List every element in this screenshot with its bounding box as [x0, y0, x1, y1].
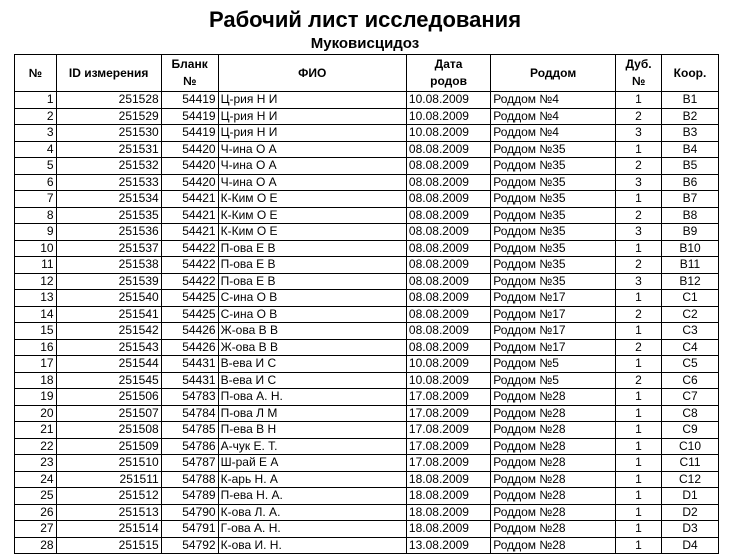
- cell-birth-date: 17.08.2009: [406, 438, 490, 455]
- cell-duplicate-number: 1: [616, 290, 662, 307]
- cell-roddom: Роддом №17: [491, 339, 616, 356]
- table-row: [15, 422, 719, 439]
- cell-num: 20: [15, 405, 57, 422]
- cell-roddom: Роддом №35: [491, 174, 616, 191]
- cell-blank-number: 54431: [161, 356, 218, 373]
- cell-coordinate: C2: [662, 306, 719, 323]
- cell-coordinate: D2: [662, 504, 719, 521]
- cell-roddom: Роддом №28: [491, 438, 616, 455]
- cell-measurement-id: 251507: [56, 405, 161, 422]
- header-blank-number: [161, 55, 218, 92]
- table-row: [15, 389, 719, 406]
- cell-measurement-id: 251535: [56, 207, 161, 224]
- cell-duplicate-number: 1: [616, 191, 662, 208]
- cell-measurement-id: 251513: [56, 504, 161, 521]
- cell-num: 10: [15, 240, 57, 257]
- cell-coordinate: C3: [662, 323, 719, 340]
- cell-roddom: Роддом №17: [491, 306, 616, 323]
- cell-blank-number: 54421: [161, 191, 218, 208]
- cell-roddom: Роддом №5: [491, 356, 616, 373]
- cell-num: 19: [15, 389, 57, 406]
- cell-fio: В-ева И С: [218, 356, 406, 373]
- cell-birth-date: 08.08.2009: [406, 323, 490, 340]
- table-row: [15, 504, 719, 521]
- cell-measurement-id: 251538: [56, 257, 161, 274]
- cell-duplicate-number: 1: [616, 438, 662, 455]
- cell-measurement-id: 251536: [56, 224, 161, 241]
- cell-roddom: Роддом №28: [491, 389, 616, 406]
- cell-blank-number: 54790: [161, 504, 218, 521]
- cell-roddom: Роддом №17: [491, 323, 616, 340]
- cell-measurement-id: 251514: [56, 521, 161, 538]
- cell-blank-number: 54784: [161, 405, 218, 422]
- cell-num: 4: [15, 141, 57, 158]
- cell-measurement-id: 251541: [56, 306, 161, 323]
- table-body: [15, 92, 719, 554]
- cell-coordinate: D4: [662, 537, 719, 554]
- header-date-line2: родов: [430, 74, 467, 88]
- cell-fio: Ч-ина О А: [218, 141, 406, 158]
- cell-fio: Ч-ина О А: [218, 158, 406, 175]
- cell-birth-date: 10.08.2009: [406, 92, 490, 109]
- cell-measurement-id: 251511: [56, 471, 161, 488]
- cell-roddom: Роддом №5: [491, 372, 616, 389]
- cell-birth-date: 17.08.2009: [406, 422, 490, 439]
- cell-coordinate: B7: [662, 191, 719, 208]
- cell-num: 11: [15, 257, 57, 274]
- cell-fio: А-чук Е. Т.: [218, 438, 406, 455]
- cell-fio: П-ова А. Н.: [218, 389, 406, 406]
- cell-coordinate: B11: [662, 257, 719, 274]
- cell-blank-number: 54426: [161, 323, 218, 340]
- cell-roddom: Роддом №28: [491, 405, 616, 422]
- cell-duplicate-number: 1: [616, 521, 662, 538]
- cell-roddom: Роддом №35: [491, 273, 616, 290]
- cell-measurement-id: 251542: [56, 323, 161, 340]
- cell-measurement-id: 251532: [56, 158, 161, 175]
- table-row: [15, 356, 719, 373]
- header-blank-line1: Бланк: [171, 57, 208, 71]
- cell-birth-date: 08.08.2009: [406, 174, 490, 191]
- cell-blank-number: 54422: [161, 240, 218, 257]
- cell-blank-number: 54419: [161, 92, 218, 109]
- cell-num: 22: [15, 438, 57, 455]
- cell-blank-number: 54420: [161, 174, 218, 191]
- cell-duplicate-number: 1: [616, 141, 662, 158]
- cell-measurement-id: 251539: [56, 273, 161, 290]
- cell-measurement-id: 251533: [56, 174, 161, 191]
- cell-blank-number: 54421: [161, 207, 218, 224]
- cell-fio: П-ова Е В: [218, 273, 406, 290]
- cell-num: 13: [15, 290, 57, 307]
- cell-fio: П-ова Е В: [218, 240, 406, 257]
- cell-duplicate-number: 1: [616, 471, 662, 488]
- cell-birth-date: 10.08.2009: [406, 125, 490, 142]
- cell-duplicate-number: 1: [616, 92, 662, 109]
- cell-coordinate: B10: [662, 240, 719, 257]
- cell-blank-number: 54783: [161, 389, 218, 406]
- cell-roddom: Роддом №28: [491, 488, 616, 505]
- cell-num: 28: [15, 537, 57, 554]
- cell-coordinate: B12: [662, 273, 719, 290]
- header-date-line1: Дата: [434, 57, 463, 71]
- cell-coordinate: D1: [662, 488, 719, 505]
- cell-coordinate: C5: [662, 356, 719, 373]
- cell-roddom: Роддом №35: [491, 207, 616, 224]
- cell-roddom: Роддом №4: [491, 125, 616, 142]
- cell-birth-date: 18.08.2009: [406, 471, 490, 488]
- cell-duplicate-number: 1: [616, 422, 662, 439]
- cell-roddom: Роддом №35: [491, 191, 616, 208]
- cell-measurement-id: 251509: [56, 438, 161, 455]
- table-row: [15, 405, 719, 422]
- cell-fio: Г-ова А. Н.: [218, 521, 406, 538]
- table-row: [15, 455, 719, 472]
- cell-num: 27: [15, 521, 57, 538]
- cell-fio: П-ева Н. А.: [218, 488, 406, 505]
- cell-fio: Ц-рия Н И: [218, 108, 406, 125]
- cell-birth-date: 17.08.2009: [406, 389, 490, 406]
- cell-blank-number: 54791: [161, 521, 218, 538]
- cell-blank-number: 54426: [161, 339, 218, 356]
- cell-duplicate-number: 2: [616, 207, 662, 224]
- cell-blank-number: 54786: [161, 438, 218, 455]
- cell-roddom: Роддом №17: [491, 290, 616, 307]
- cell-num: 1: [15, 92, 57, 109]
- cell-duplicate-number: 1: [616, 356, 662, 373]
- cell-roddom: Роддом №35: [491, 158, 616, 175]
- header-roddom: Роддом: [491, 55, 616, 92]
- cell-blank-number: 54785: [161, 422, 218, 439]
- cell-fio: Ч-ина О А: [218, 174, 406, 191]
- cell-coordinate: C10: [662, 438, 719, 455]
- cell-measurement-id: 251531: [56, 141, 161, 158]
- cell-duplicate-number: 3: [616, 224, 662, 241]
- cell-birth-date: 08.08.2009: [406, 257, 490, 274]
- table-row: [15, 174, 719, 191]
- table-row: [15, 240, 719, 257]
- cell-birth-date: 08.08.2009: [406, 207, 490, 224]
- table-row: [15, 306, 719, 323]
- cell-coordinate: C11: [662, 455, 719, 472]
- cell-measurement-id: 251528: [56, 92, 161, 109]
- cell-coordinate: C4: [662, 339, 719, 356]
- cell-fio: П-ова Е В: [218, 257, 406, 274]
- table-row: [15, 471, 719, 488]
- cell-fio: С-ина О В: [218, 306, 406, 323]
- cell-birth-date: 18.08.2009: [406, 521, 490, 538]
- cell-measurement-id: 251545: [56, 372, 161, 389]
- cell-coordinate: B9: [662, 224, 719, 241]
- table-row: [15, 273, 719, 290]
- cell-measurement-id: 251510: [56, 455, 161, 472]
- cell-birth-date: 18.08.2009: [406, 488, 490, 505]
- cell-birth-date: 08.08.2009: [406, 240, 490, 257]
- cell-fio: П-ова Л М: [218, 405, 406, 422]
- cell-blank-number: 54431: [161, 372, 218, 389]
- cell-coordinate: B3: [662, 125, 719, 142]
- cell-blank-number: 54422: [161, 257, 218, 274]
- cell-duplicate-number: 2: [616, 339, 662, 356]
- cell-coordinate: B1: [662, 92, 719, 109]
- cell-duplicate-number: 3: [616, 174, 662, 191]
- cell-fio: С-ина О В: [218, 290, 406, 307]
- cell-roddom: Роддом №28: [491, 537, 616, 554]
- cell-num: 12: [15, 273, 57, 290]
- cell-duplicate-number: 1: [616, 389, 662, 406]
- cell-duplicate-number: 2: [616, 372, 662, 389]
- cell-roddom: Роддом №28: [491, 521, 616, 538]
- cell-roddom: Роддом №35: [491, 240, 616, 257]
- table-row: [15, 372, 719, 389]
- cell-birth-date: 08.08.2009: [406, 339, 490, 356]
- cell-duplicate-number: 1: [616, 240, 662, 257]
- cell-fio: К-Ким О Е: [218, 207, 406, 224]
- cell-duplicate-number: 3: [616, 273, 662, 290]
- cell-birth-date: 17.08.2009: [406, 405, 490, 422]
- cell-birth-date: 10.08.2009: [406, 108, 490, 125]
- cell-fio: К-Ким О Е: [218, 191, 406, 208]
- cell-num: 16: [15, 339, 57, 356]
- cell-coordinate: C1: [662, 290, 719, 307]
- cell-blank-number: 54421: [161, 224, 218, 241]
- cell-measurement-id: 251543: [56, 339, 161, 356]
- cell-num: 8: [15, 207, 57, 224]
- header-duplicate-number: [616, 55, 662, 92]
- cell-fio: Ц-рия Н И: [218, 92, 406, 109]
- cell-duplicate-number: 2: [616, 306, 662, 323]
- cell-coordinate: C9: [662, 422, 719, 439]
- cell-birth-date: 08.08.2009: [406, 290, 490, 307]
- cell-birth-date: 13.08.2009: [406, 537, 490, 554]
- cell-blank-number: 54425: [161, 290, 218, 307]
- cell-num: 2: [15, 108, 57, 125]
- cell-num: 18: [15, 372, 57, 389]
- cell-birth-date: 08.08.2009: [406, 191, 490, 208]
- table-row: [15, 207, 719, 224]
- cell-birth-date: 08.08.2009: [406, 141, 490, 158]
- cell-duplicate-number: 1: [616, 504, 662, 521]
- sheet-title: Рабочий лист исследования: [208, 7, 522, 32]
- cell-duplicate-number: 2: [616, 108, 662, 125]
- cell-roddom: Роддом №35: [491, 224, 616, 241]
- table-row: [15, 158, 719, 175]
- cell-duplicate-number: 3: [616, 125, 662, 142]
- cell-roddom: Роддом №35: [491, 141, 616, 158]
- cell-num: 23: [15, 455, 57, 472]
- cell-coordinate: B4: [662, 141, 719, 158]
- cell-coordinate: C8: [662, 405, 719, 422]
- table-row: [15, 537, 719, 554]
- cell-birth-date: 08.08.2009: [406, 224, 490, 241]
- table-row: [15, 224, 719, 241]
- cell-coordinate: C12: [662, 471, 719, 488]
- cell-roddom: Роддом №28: [491, 422, 616, 439]
- cell-coordinate: B2: [662, 108, 719, 125]
- cell-birth-date: 08.08.2009: [406, 273, 490, 290]
- cell-duplicate-number: 2: [616, 158, 662, 175]
- cell-fio: К-Ким О Е: [218, 224, 406, 241]
- cell-duplicate-number: 1: [616, 323, 662, 340]
- cell-duplicate-number: 1: [616, 488, 662, 505]
- table-row: [15, 125, 719, 142]
- cell-measurement-id: 251537: [56, 240, 161, 257]
- cell-num: 14: [15, 306, 57, 323]
- cell-measurement-id: 251529: [56, 108, 161, 125]
- table-row: [15, 92, 719, 109]
- table-row: [15, 108, 719, 125]
- cell-fio: Ж-ова В В: [218, 339, 406, 356]
- cell-birth-date: 08.08.2009: [406, 158, 490, 175]
- table-row: [15, 257, 719, 274]
- cell-birth-date: 18.08.2009: [406, 504, 490, 521]
- cell-num: 15: [15, 323, 57, 340]
- cell-roddom: Роддом №4: [491, 92, 616, 109]
- cell-roddom: Роддом №28: [491, 504, 616, 521]
- header-num: №: [15, 55, 57, 92]
- cell-fio: Ш-рай Е А: [218, 455, 406, 472]
- cell-roddom: Роддом №28: [491, 455, 616, 472]
- cell-fio: К-ова И. Н.: [218, 537, 406, 554]
- cell-num: 17: [15, 356, 57, 373]
- cell-num: 5: [15, 158, 57, 175]
- study-worksheet-table: [14, 54, 719, 554]
- cell-blank-number: 54788: [161, 471, 218, 488]
- cell-birth-date: 08.08.2009: [406, 306, 490, 323]
- table-row: [15, 323, 719, 340]
- cell-measurement-id: 251512: [56, 488, 161, 505]
- cell-measurement-id: 251506: [56, 389, 161, 406]
- cell-coordinate: C6: [662, 372, 719, 389]
- cell-coordinate: B5: [662, 158, 719, 175]
- cell-duplicate-number: 1: [616, 537, 662, 554]
- cell-duplicate-number: 2: [616, 257, 662, 274]
- cell-num: 7: [15, 191, 57, 208]
- cell-fio: Ц-рия Н И: [218, 125, 406, 142]
- table-row: [15, 488, 719, 505]
- header-blank-line2: №: [182, 74, 197, 88]
- cell-blank-number: 54422: [161, 273, 218, 290]
- header-dub-line1: Дуб.: [625, 57, 652, 71]
- cell-fio: В-ева И С: [218, 372, 406, 389]
- cell-roddom: Роддом №35: [491, 257, 616, 274]
- cell-birth-date: 10.08.2009: [406, 356, 490, 373]
- cell-num: 26: [15, 504, 57, 521]
- cell-blank-number: 54789: [161, 488, 218, 505]
- header-row: [15, 55, 719, 92]
- sheet-subtitle: Муковисцидоз: [310, 35, 420, 52]
- header-birth-date: [406, 55, 490, 92]
- cell-measurement-id: 251544: [56, 356, 161, 373]
- cell-num: 25: [15, 488, 57, 505]
- cell-roddom: Роддом №4: [491, 108, 616, 125]
- cell-blank-number: 54792: [161, 537, 218, 554]
- table-row: [15, 438, 719, 455]
- table-row: [15, 290, 719, 307]
- cell-num: 9: [15, 224, 57, 241]
- cell-blank-number: 54420: [161, 141, 218, 158]
- cell-coordinate: B8: [662, 207, 719, 224]
- table-row: [15, 191, 719, 208]
- cell-measurement-id: 251515: [56, 537, 161, 554]
- cell-num: 24: [15, 471, 57, 488]
- cell-fio: К-ова Л. А.: [218, 504, 406, 521]
- cell-birth-date: 17.08.2009: [406, 455, 490, 472]
- cell-measurement-id: 251534: [56, 191, 161, 208]
- cell-num: 21: [15, 422, 57, 439]
- cell-duplicate-number: 1: [616, 405, 662, 422]
- table-row: [15, 141, 719, 158]
- cell-roddom: Роддом №28: [491, 471, 616, 488]
- cell-coordinate: B6: [662, 174, 719, 191]
- cell-blank-number: 54419: [161, 125, 218, 142]
- cell-measurement-id: 251540: [56, 290, 161, 307]
- cell-blank-number: 54419: [161, 108, 218, 125]
- cell-birth-date: 10.08.2009: [406, 372, 490, 389]
- cell-fio: П-ева В Н: [218, 422, 406, 439]
- header-coordinate: Коор.: [662, 55, 719, 92]
- cell-duplicate-number: 1: [616, 455, 662, 472]
- header-dub-line2: №: [631, 74, 646, 88]
- cell-fio: Ж-ова В В: [218, 323, 406, 340]
- cell-fio: К-арь Н. А: [218, 471, 406, 488]
- cell-blank-number: 54787: [161, 455, 218, 472]
- cell-measurement-id: 251508: [56, 422, 161, 439]
- cell-num: 6: [15, 174, 57, 191]
- header-measurement-id: ID измерения: [56, 55, 161, 92]
- table-row: [15, 521, 719, 538]
- cell-blank-number: 54420: [161, 158, 218, 175]
- cell-coordinate: D3: [662, 521, 719, 538]
- cell-measurement-id: 251530: [56, 125, 161, 142]
- table-row: [15, 339, 719, 356]
- cell-num: 3: [15, 125, 57, 142]
- cell-coordinate: C7: [662, 389, 719, 406]
- header-fio: ФИО: [218, 55, 406, 92]
- cell-blank-number: 54425: [161, 306, 218, 323]
